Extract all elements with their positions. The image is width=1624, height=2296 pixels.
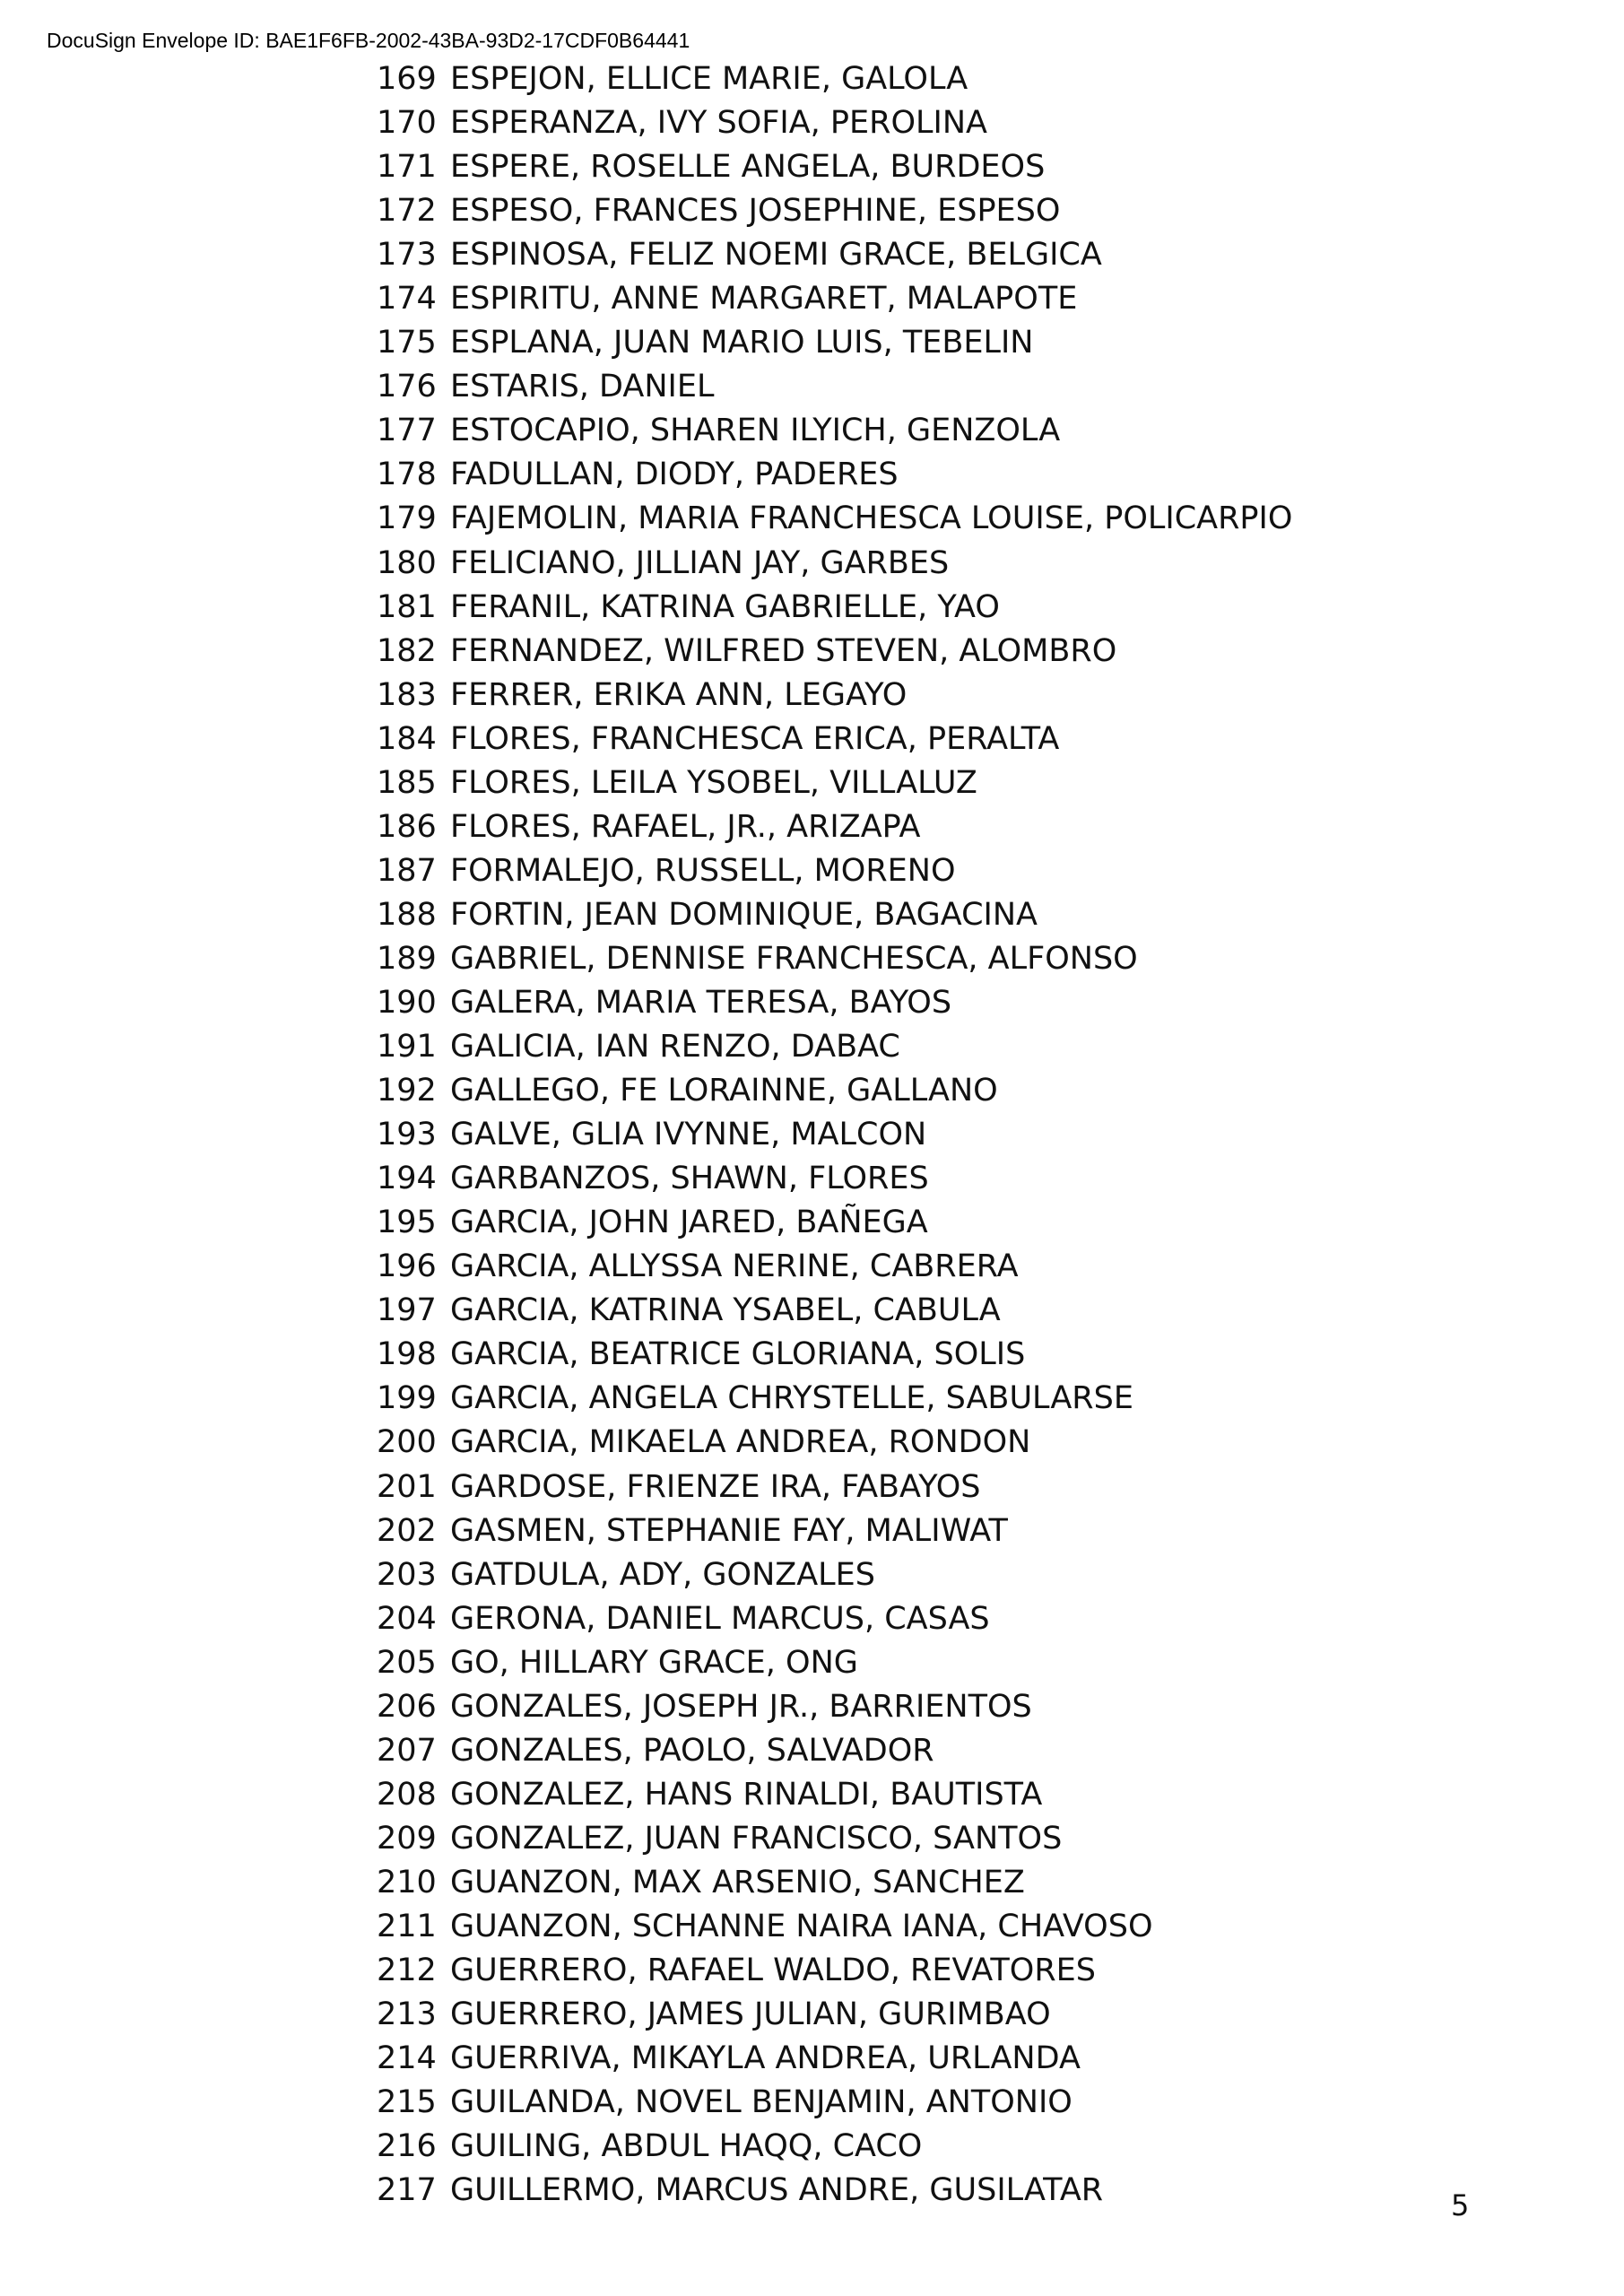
roster-row xyxy=(377,761,1292,805)
roster-name: GONZALES, JOSEPH JR., BARRIENTOS xyxy=(450,1688,1032,1725)
roster-row xyxy=(377,586,1292,630)
roster-number: 192 xyxy=(377,1073,437,1109)
roster-number: 177 xyxy=(377,413,437,449)
roster-name: FADULLAN, DIODY, PADERES xyxy=(450,457,899,493)
roster-number: 208 xyxy=(377,1776,437,1813)
roster-number: 178 xyxy=(377,457,437,493)
roster-row xyxy=(377,233,1292,277)
roster-row xyxy=(377,1377,1292,1421)
roster-row xyxy=(377,2125,1292,2169)
roster-number: 171 xyxy=(377,149,437,186)
roster-row xyxy=(377,57,1292,101)
roster-name: FERNANDEZ, WILFRED STEVEN, ALOMBRO xyxy=(450,632,1117,669)
roster-number: 186 xyxy=(377,808,437,845)
roster-number: 204 xyxy=(377,1600,437,1637)
roster-name: GARCIA, KATRINA YSABEL, CABULA xyxy=(450,1292,1001,1329)
roster-row xyxy=(377,805,1292,849)
roster-name: GO, HILLARY GRACE, ONG xyxy=(450,1644,858,1681)
roster-row xyxy=(377,1597,1292,1641)
roster-number: 188 xyxy=(377,896,437,933)
roster-name: FORTIN, JEAN DOMINIQUE, BAGACINA xyxy=(450,896,1038,933)
roster-name: GONZALEZ, JUAN FRANCISCO, SANTOS xyxy=(450,1820,1063,1857)
roster-number: 199 xyxy=(377,1380,437,1417)
roster-row xyxy=(377,365,1292,409)
page-number: 5 xyxy=(1451,2188,1470,2222)
roster-number: 210 xyxy=(377,1864,437,1900)
roster-row xyxy=(377,2037,1292,2081)
roster-row xyxy=(377,1157,1292,1201)
roster-number: 189 xyxy=(377,940,437,977)
roster-name: GUERRERO, JAMES JULIAN, GURIMBAO xyxy=(450,1996,1051,2033)
roster-row xyxy=(377,630,1292,674)
roster-name: GARCIA, MIKAELA ANDREA, RONDON xyxy=(450,1424,1031,1461)
roster-row xyxy=(377,893,1292,937)
roster-name: GABRIEL, DENNISE FRANCHESCA, ALFONSO xyxy=(450,940,1138,977)
roster-name: FLORES, LEILA YSOBEL, VILLALUZ xyxy=(450,764,977,801)
roster-number: 203 xyxy=(377,1556,437,1593)
roster-row xyxy=(377,1289,1292,1333)
roster-number: 195 xyxy=(377,1205,437,1241)
roster-row xyxy=(377,497,1292,541)
roster-number: 174 xyxy=(377,281,437,317)
roster-row xyxy=(377,277,1292,321)
roster-name: GARCIA, ANGELA CHRYSTELLE, SABULARSE xyxy=(450,1380,1133,1417)
roster-number: 179 xyxy=(377,500,437,537)
roster-number: 169 xyxy=(377,61,437,97)
roster-row xyxy=(377,674,1292,718)
roster-row xyxy=(377,718,1292,761)
roster-list xyxy=(377,57,1292,2213)
roster-name: ESTOCAPIO, SHAREN ILYICH, GENZOLA xyxy=(450,413,1061,449)
roster-name: GUERRIVA, MIKAYLA ANDREA, URLANDA xyxy=(450,2040,1081,2077)
roster-row xyxy=(377,1025,1292,1069)
roster-row xyxy=(377,1641,1292,1685)
roster-name: GUILLERMO, MARCUS ANDRE, GUSILATAR xyxy=(450,2172,1104,2209)
roster-number: 211 xyxy=(377,1908,437,1944)
roster-row xyxy=(377,981,1292,1025)
roster-name: GARDOSE, FRIENZE IRA, FABAYOS xyxy=(450,1468,981,1505)
roster-row xyxy=(377,1993,1292,2037)
roster-row xyxy=(377,1729,1292,1773)
roster-number: 187 xyxy=(377,852,437,889)
roster-row xyxy=(377,1201,1292,1245)
roster-number: 182 xyxy=(377,632,437,669)
roster-name: GONZALES, PAOLO, SALVADOR xyxy=(450,1732,934,1769)
roster-number: 173 xyxy=(377,237,437,274)
roster-row xyxy=(377,1553,1292,1597)
roster-row xyxy=(377,1861,1292,1905)
roster-name: GONZALEZ, HANS RINALDI, BAUTISTA xyxy=(450,1776,1043,1813)
roster-name: GALLEGO, FE LORAINNE, GALLANO xyxy=(450,1073,998,1109)
roster-row xyxy=(377,849,1292,893)
roster-number: 183 xyxy=(377,676,437,713)
roster-number: 202 xyxy=(377,1512,437,1549)
roster-number: 209 xyxy=(377,1820,437,1857)
roster-number: 185 xyxy=(377,764,437,801)
roster-row xyxy=(377,937,1292,981)
roster-name: GUILING, ABDUL HAQQ, CACO xyxy=(450,2128,923,2165)
roster-name: GUANZON, SCHANNE NAIRA IANA, CHAVOSO xyxy=(450,1908,1153,1944)
roster-number: 184 xyxy=(377,720,437,757)
roster-number: 196 xyxy=(377,1248,437,1285)
roster-number: 180 xyxy=(377,544,437,581)
roster-name: GUILANDA, NOVEL BENJAMIN, ANTONIO xyxy=(450,2084,1073,2121)
roster-row xyxy=(377,1465,1292,1509)
roster-row xyxy=(377,1069,1292,1113)
roster-number: 216 xyxy=(377,2128,437,2165)
roster-name: GALERA, MARIA TERESA, BAYOS xyxy=(450,984,952,1021)
roster-row xyxy=(377,409,1292,453)
roster-number: 212 xyxy=(377,1952,437,1989)
roster-name: ESPERANZA, IVY SOFIA, PEROLINA xyxy=(450,105,987,142)
roster-number: 198 xyxy=(377,1336,437,1373)
roster-row xyxy=(377,1333,1292,1377)
roster-row xyxy=(377,2169,1292,2213)
roster-number: 197 xyxy=(377,1292,437,1329)
roster-name: ESPIRITU, ANNE MARGARET, MALAPOTE xyxy=(450,281,1078,317)
roster-number: 207 xyxy=(377,1732,437,1769)
roster-row xyxy=(377,101,1292,145)
roster-number: 213 xyxy=(377,1996,437,2033)
roster-row xyxy=(377,189,1292,233)
roster-row xyxy=(377,1773,1292,1817)
roster-number: 176 xyxy=(377,369,437,405)
docusign-envelope-id: DocuSign Envelope ID: BAE1F6FB-2002-43BA-93D2-17CDF0B64441 xyxy=(47,29,690,52)
roster-row xyxy=(377,1685,1292,1729)
roster-number: 193 xyxy=(377,1117,437,1153)
roster-name: FLORES, RAFAEL, JR., ARIZAPA xyxy=(450,808,921,845)
roster-number: 201 xyxy=(377,1468,437,1505)
roster-row xyxy=(377,145,1292,189)
roster-row xyxy=(377,321,1292,365)
roster-name: GALVE, GLIA IVYNNE, MALCON xyxy=(450,1117,927,1153)
roster-number: 194 xyxy=(377,1161,437,1197)
roster-number: 205 xyxy=(377,1644,437,1681)
roster-number: 190 xyxy=(377,984,437,1021)
roster-name: ESPESO, FRANCES JOSEPHINE, ESPESO xyxy=(450,193,1061,230)
roster-name: GUERRERO, RAFAEL WALDO, REVATORES xyxy=(450,1952,1096,1989)
roster-row xyxy=(377,1421,1292,1465)
roster-number: 172 xyxy=(377,193,437,230)
roster-name: GARBANZOS, SHAWN, FLORES xyxy=(450,1161,929,1197)
roster-name: GASMEN, STEPHANIE FAY, MALIWAT xyxy=(450,1512,1008,1549)
roster-row xyxy=(377,1905,1292,1949)
roster-name: FELICIANO, JILLIAN JAY, GARBES xyxy=(450,544,950,581)
roster-number: 181 xyxy=(377,588,437,625)
roster-row xyxy=(377,2081,1292,2125)
roster-row xyxy=(377,542,1292,586)
roster-name: GALICIA, IAN RENZO, DABAC xyxy=(450,1029,900,1065)
roster-name: FORMALEJO, RUSSELL, MORENO xyxy=(450,852,956,889)
roster-name: ESPLANA, JUAN MARIO LUIS, TEBELIN xyxy=(450,325,1034,361)
roster-name: ESPERE, ROSELLE ANGELA, BURDEOS xyxy=(450,149,1046,186)
roster-name: FAJEMOLIN, MARIA FRANCHESCA LOUISE, POLICARPIO xyxy=(450,500,1293,537)
roster-name: GATDULA, ADY, GONZALES xyxy=(450,1556,876,1593)
roster-name: FERANIL, KATRINA GABRIELLE, YAO xyxy=(450,588,1000,625)
roster-name: GARCIA, BEATRICE GLORIANA, SOLIS xyxy=(450,1336,1026,1373)
roster-row xyxy=(377,1509,1292,1553)
roster-name: ESPINOSA, FELIZ NOEMI GRACE, BELGICA xyxy=(450,237,1102,274)
roster-name: ESPEJON, ELLICE MARIE, GALOLA xyxy=(450,61,968,97)
roster-name: FERRER, ERIKA ANN, LEGAYO xyxy=(450,676,908,713)
roster-number: 206 xyxy=(377,1688,437,1725)
roster-name: GUANZON, MAX ARSENIO, SANCHEZ xyxy=(450,1864,1025,1900)
roster-number: 215 xyxy=(377,2084,437,2121)
roster-row xyxy=(377,1245,1292,1289)
roster-name: ESTARIS, DANIEL xyxy=(450,369,715,405)
roster-number: 170 xyxy=(377,105,437,142)
roster-name: GARCIA, JOHN JARED, BAÑEGA xyxy=(450,1205,928,1241)
roster-number: 175 xyxy=(377,325,437,361)
roster-row xyxy=(377,1949,1292,1993)
roster-name: FLORES, FRANCHESCA ERICA, PERALTA xyxy=(450,720,1060,757)
roster-number: 191 xyxy=(377,1029,437,1065)
roster-row xyxy=(377,1817,1292,1861)
roster-number: 200 xyxy=(377,1424,437,1461)
roster-name: GERONA, DANIEL MARCUS, CASAS xyxy=(450,1600,990,1637)
roster-row xyxy=(377,1113,1292,1157)
roster-name: GARCIA, ALLYSSA NERINE, CABRERA xyxy=(450,1248,1019,1285)
roster-number: 217 xyxy=(377,2172,437,2209)
roster-row xyxy=(377,453,1292,497)
roster-number: 214 xyxy=(377,2040,437,2077)
